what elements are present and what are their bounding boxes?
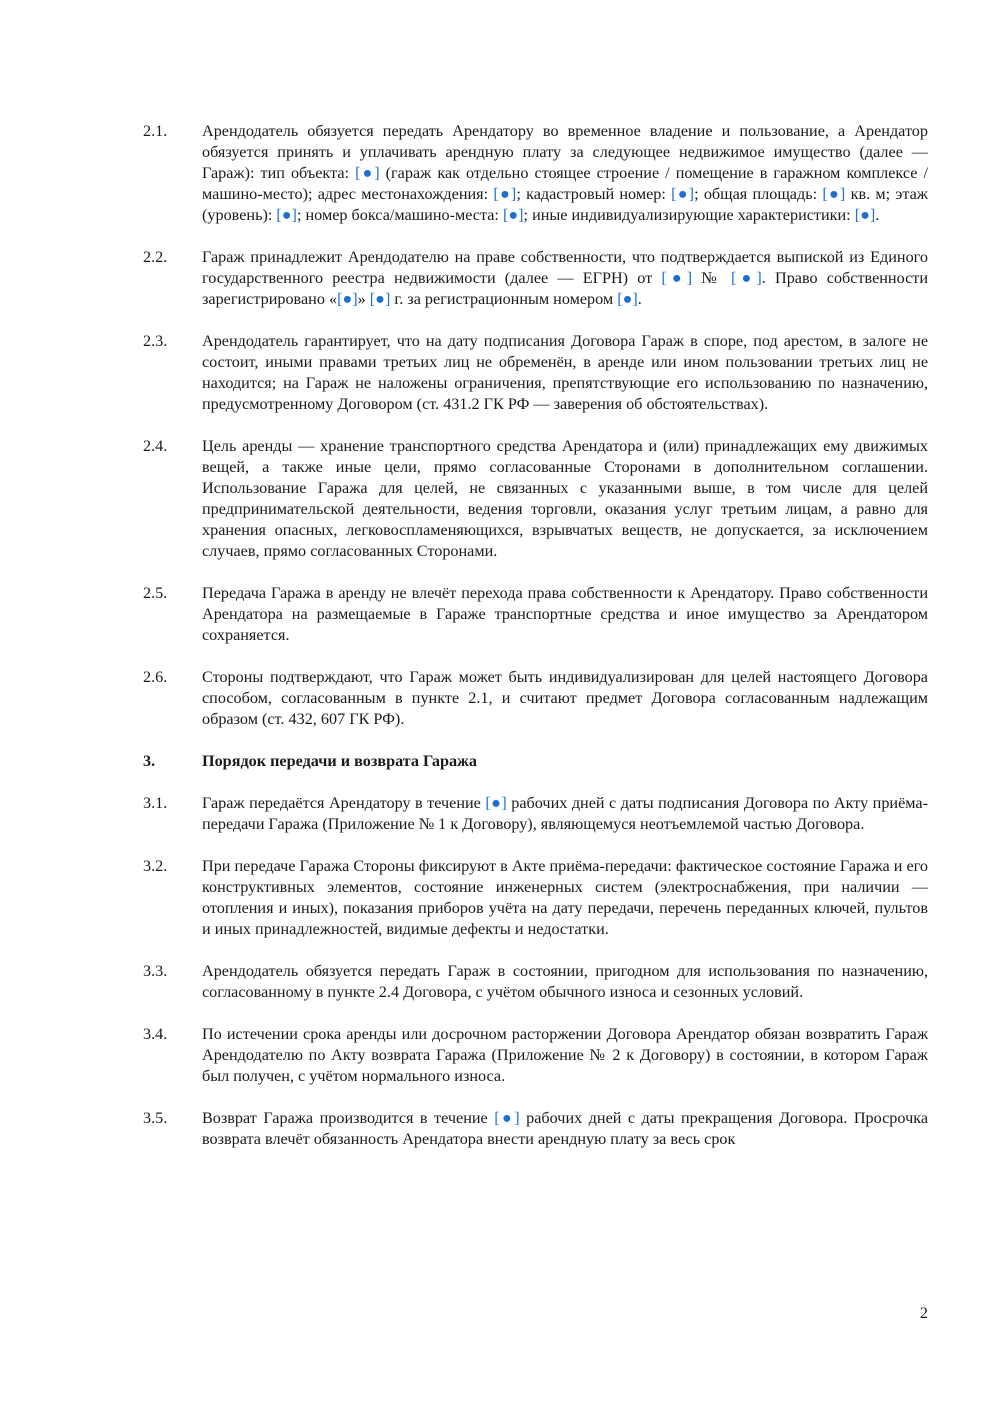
- clause-2-1: [143, 121, 928, 226]
- clause-text: [202, 1108, 928, 1150]
- text-segment: рабочих дней с даты подписания Договора по Акту приёма-передачи Гаража (Приложение № 1 к Договору), являющемуся неотъемлемой частью Договора.: [202, 794, 928, 833]
- clause-number: 2.1.: [143, 122, 168, 140]
- placeholder: [●]: [276, 206, 297, 224]
- text-segment: Арендодатель обязуется передать Арендатору во временное владение и пользование, а Арендатор обязуется принять и уплачивать арендную плату за следующее недвижимое имущество (далее — Гараж): тип объекта:: [202, 122, 928, 182]
- clause-2-3: [143, 331, 928, 415]
- text-segment: ; общая площадь:: [694, 185, 823, 203]
- placeholder: [●]: [485, 794, 507, 812]
- clause-3-4: [143, 1024, 928, 1087]
- clause-number: 2.5.: [143, 584, 168, 602]
- clause-2-2: [143, 247, 928, 310]
- text-segment: ; иные индивидуализирующие характеристики:: [523, 206, 855, 224]
- clause-text: По истечении срока аренды или досрочном расторжении Договора Арендатор обязан возвратить Гараж Арендодателю по Акту возврата Гаража (Приложение № 2 к Договору) в состоянии, в котором Гараж был получен, с учётом нормального износа.: [202, 1025, 928, 1085]
- placeholder: [●]: [854, 206, 876, 224]
- document-body: [143, 121, 928, 1171]
- text-segment: Гараж передаётся Арендатору в течение: [202, 794, 486, 812]
- clause-number: 3.5.: [143, 1109, 168, 1127]
- placeholder: [●]: [822, 185, 846, 203]
- text-segment: ; номер бокса/машино-места:: [296, 206, 503, 224]
- text-segment: Гараж принадлежит Арендодателю на праве собственности, что подтверждается выпиской из Единого государственного реестра недвижимости (далее — ЕГРН) от: [202, 248, 928, 287]
- clause-number: 3.3.: [143, 962, 168, 980]
- clause-number: 2.3.: [143, 332, 168, 350]
- section-title: Порядок передачи и возврата Гаража: [202, 752, 477, 770]
- text-segment: ; кадастровый номер:: [516, 185, 672, 203]
- clause-number: 3.1.: [143, 794, 168, 812]
- clause-3-5: [143, 1108, 928, 1150]
- clause-text: Арендодатель обязуется передать Гараж в состоянии, пригодном для использования по назначению, согласованному в пункте 2.4 Договора, с учётом обычного износа и сезонных условий.: [202, 962, 928, 1001]
- clause-text: При передаче Гаража Стороны фиксируют в Акте приёма-передачи: фактическое состояние Гаража и его конструктивных элементов, состояние инженерных систем (электроснабжения, при наличии — отопления и иных), показания приборов учёта на дату передачи, перечень переданных ключей, пультов и иных принадлежностей, видимые дефекты и недостатки.: [202, 857, 928, 938]
- clause-number: 2.4.: [143, 437, 168, 455]
- placeholder: [●]: [731, 269, 762, 287]
- text-segment: »: [357, 290, 370, 308]
- placeholder: [●]: [661, 269, 693, 287]
- placeholder: [●]: [493, 185, 517, 203]
- clause-text: Стороны подтверждают, что Гараж может быть индивидуализирован для целей настоящего Договора способом, согласованным в пункте 2.1, и считают предмет Договора согласованным надлежащим образом (ст. 432, 607 ГК РФ).: [202, 668, 928, 728]
- text-segment: г. за регистрационным номером: [390, 290, 618, 308]
- clause-2-6: [143, 667, 928, 730]
- clause-number: 2.6.: [143, 668, 168, 686]
- clause-text: [202, 793, 928, 835]
- clause-text: Цель аренды — хранение транспортного средства Арендатора и (или) принадлежащих ему движимых вещей, а также иные цели, прямо согласованные Сторонами в дополнительном соглашении. Использование Гаража для целей, не связанных с указанными выше, в том числе для целей предпринимательской деятельности, ведения торговли, оказания услуг третьим лицам, а равно для хранения опасных, легковоспламеняющихся, взрывчатых веществ, не допускается, за исключением случаев, прямо согласованных Сторонами.: [202, 437, 928, 560]
- placeholder: [●]: [369, 290, 391, 308]
- text-segment: кв. м; этаж (уровень):: [202, 185, 928, 224]
- text-segment: (гараж как отдельно стоящее строение / помещение в гаражном комплексе / машино-место); адрес местонахождения:: [202, 164, 928, 203]
- clause-2-5: [143, 583, 928, 646]
- clause-3-1: [143, 793, 928, 835]
- placeholder: [●]: [671, 185, 695, 203]
- section-3-heading: [143, 751, 928, 772]
- placeholder: [●]: [617, 290, 638, 308]
- clause-number: 3.4.: [143, 1025, 168, 1043]
- clause-text: [202, 121, 928, 226]
- clause-text: Арендодатель гарантирует, что на дату подписания Договора Гараж в споре, под арестом, в залоге не состоит, иными правами третьих лиц не обременён, в аренде или ином пользовании третьих лиц не находится; на Гараж не наложены ограничения, препятствующие его использованию по назначению, предусмотренному Договором (ст. 431.2 ГК РФ — заверения об обстоятельствах).: [202, 332, 928, 413]
- clause-number: 2.2.: [143, 248, 168, 266]
- clause-text: [202, 247, 928, 310]
- placeholder: [●]: [337, 290, 358, 308]
- placeholder: [●]: [502, 206, 524, 224]
- text-segment: Возврат Гаража производится в течение: [202, 1109, 495, 1127]
- text-segment: .: [637, 290, 642, 308]
- clause-text: Передача Гаража в аренду не влечёт перехода права собственности к Арендатору. Право собственности Арендатора на размещаемые в Гараже транспортные средства и иное имущество за Арендатором сохраняется.: [202, 584, 928, 644]
- placeholder: [●]: [494, 1109, 520, 1127]
- placeholder: [●]: [355, 164, 380, 182]
- text-segment: №: [692, 269, 731, 287]
- text-segment: .: [875, 206, 880, 224]
- page-number: 2: [919, 1304, 928, 1322]
- text-segment: . Право собственности зарегистрировано «: [202, 269, 929, 308]
- section-number: 3.: [143, 752, 156, 770]
- clause-number: 3.2.: [143, 857, 168, 875]
- clause-3-3: [143, 961, 928, 1003]
- clause-2-4: [143, 436, 928, 562]
- clause-3-2: [143, 856, 928, 940]
- text-segment: рабочих дней с даты прекращения Договора. Просрочка возврата влечёт обязанность Арендатора внести арендную плату за весь срок: [202, 1109, 929, 1148]
